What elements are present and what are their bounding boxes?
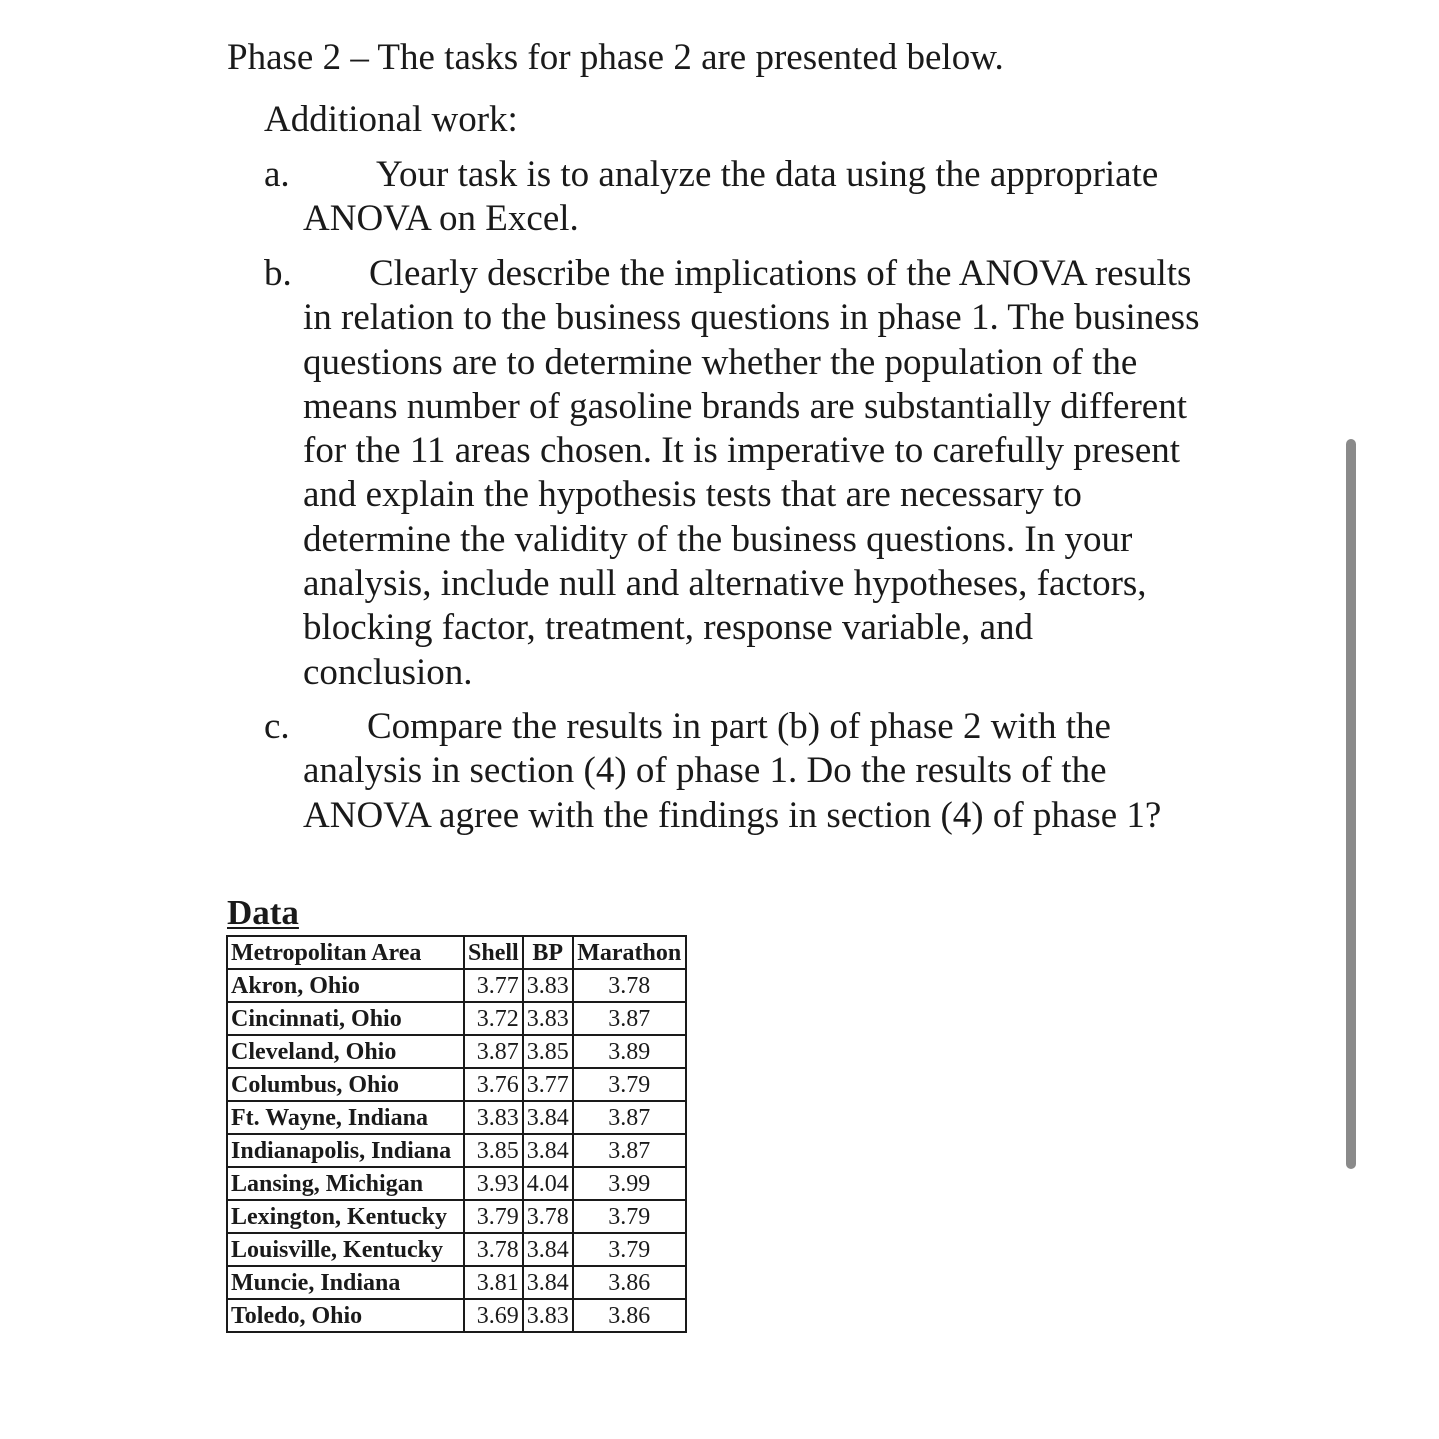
cell-marathon: 3.79 — [573, 1233, 686, 1266]
table-row — [227, 1266, 686, 1299]
cell-shell: 3.93 — [464, 1167, 523, 1200]
cell-metropolitan-area: Toledo, Ohio — [227, 1299, 464, 1332]
task-marker: b. — [264, 253, 292, 294]
table-row — [227, 969, 686, 1002]
cell-bp: 3.77 — [523, 1068, 573, 1101]
cell-marathon: 3.86 — [573, 1266, 686, 1299]
cell-bp: 3.84 — [523, 1101, 573, 1134]
task-text: Clearly describe the implications of the ANOVA results in relation to the business questions in phase 1. The business questions are to determine whether the population of the means number of gasoline brands are substantially different for the 11 areas chosen. It is imperative to carefully present and explain the hypothesis tests that are necessary to determine the validity of the business questions. In your analysis, include null and alternative hypotheses, factors, blocking factor, treatment, response variable, and conclusion. — [303, 253, 1200, 693]
header-bp: BP — [523, 936, 573, 969]
cell-shell: 3.77 — [464, 969, 523, 1002]
cell-metropolitan-area: Cincinnati, Ohio — [227, 1002, 464, 1035]
table-row — [227, 1134, 686, 1167]
task-marker: c. — [264, 706, 290, 747]
cell-bp: 3.83 — [523, 1002, 573, 1035]
task-marker: a. — [264, 154, 290, 195]
cell-shell: 3.83 — [464, 1101, 523, 1134]
task-item-a — [264, 153, 1224, 242]
cell-metropolitan-area: Columbus, Ohio — [227, 1068, 464, 1101]
table-row — [227, 1167, 686, 1200]
cell-marathon: 3.79 — [573, 1068, 686, 1101]
cell-bp: 3.84 — [523, 1266, 573, 1299]
table-row — [227, 1200, 686, 1233]
cell-metropolitan-area: Louisville, Kentucky — [227, 1233, 464, 1266]
cell-shell: 3.85 — [464, 1134, 523, 1167]
cell-metropolitan-area: Indianapolis, Indiana — [227, 1134, 464, 1167]
cell-marathon: 3.87 — [573, 1101, 686, 1134]
cell-metropolitan-area: Lexington, Kentucky — [227, 1200, 464, 1233]
cell-marathon: 3.79 — [573, 1200, 686, 1233]
table-row — [227, 1068, 686, 1101]
cell-bp: 3.78 — [523, 1200, 573, 1233]
cell-bp: 3.84 — [523, 1233, 573, 1266]
cell-marathon: 3.99 — [573, 1167, 686, 1200]
cell-shell: 3.87 — [464, 1035, 523, 1068]
section-subheading: Additional work: — [264, 99, 518, 140]
gas-price-table — [226, 935, 687, 1333]
table-row — [227, 1233, 686, 1266]
table-row — [227, 1002, 686, 1035]
cell-metropolitan-area: Akron, Ohio — [227, 969, 464, 1002]
cell-marathon: 3.86 — [573, 1299, 686, 1332]
task-text: Your task is to analyze the data using the appropriate ANOVA on Excel. — [303, 154, 1159, 240]
header-marathon: Marathon — [573, 936, 686, 969]
header-metropolitan-area: Metropolitan Area — [227, 936, 464, 969]
cell-shell: 3.79 — [464, 1200, 523, 1233]
cell-shell: 3.78 — [464, 1233, 523, 1266]
header-shell: Shell — [464, 936, 523, 969]
table-row — [227, 1299, 686, 1332]
cell-bp: 4.04 — [523, 1167, 573, 1200]
data-title: Data — [227, 893, 299, 932]
cell-marathon: 3.78 — [573, 969, 686, 1002]
cell-shell: 3.72 — [464, 1002, 523, 1035]
page-heading: Phase 2 – The tasks for phase 2 are presented below. — [227, 37, 1004, 78]
cell-shell: 3.81 — [464, 1266, 523, 1299]
vertical-scrollbar[interactable] — [1346, 439, 1356, 1169]
table-row — [227, 1035, 686, 1068]
cell-marathon: 3.89 — [573, 1035, 686, 1068]
cell-shell: 3.76 — [464, 1068, 523, 1101]
cell-metropolitan-area: Muncie, Indiana — [227, 1266, 464, 1299]
cell-bp: 3.84 — [523, 1134, 573, 1167]
cell-marathon: 3.87 — [573, 1002, 686, 1035]
table-row — [227, 1101, 686, 1134]
table-header-row — [227, 936, 686, 969]
cell-marathon: 3.87 — [573, 1134, 686, 1167]
cell-shell: 3.69 — [464, 1299, 523, 1332]
cell-metropolitan-area: Cleveland, Ohio — [227, 1035, 464, 1068]
cell-bp: 3.83 — [523, 1299, 573, 1332]
cell-metropolitan-area: Ft. Wayne, Indiana — [227, 1101, 464, 1134]
task-item-c — [264, 705, 1224, 838]
task-item-b — [264, 252, 1224, 695]
cell-bp: 3.85 — [523, 1035, 573, 1068]
cell-bp: 3.83 — [523, 969, 573, 1002]
task-text: Compare the results in part (b) of phase 2 with the analysis in section (4) of phase 1. Do the results of the ANOVA agree with the findings in section (4) of phase 1? — [303, 706, 1162, 836]
cell-metropolitan-area: Lansing, Michigan — [227, 1167, 464, 1200]
